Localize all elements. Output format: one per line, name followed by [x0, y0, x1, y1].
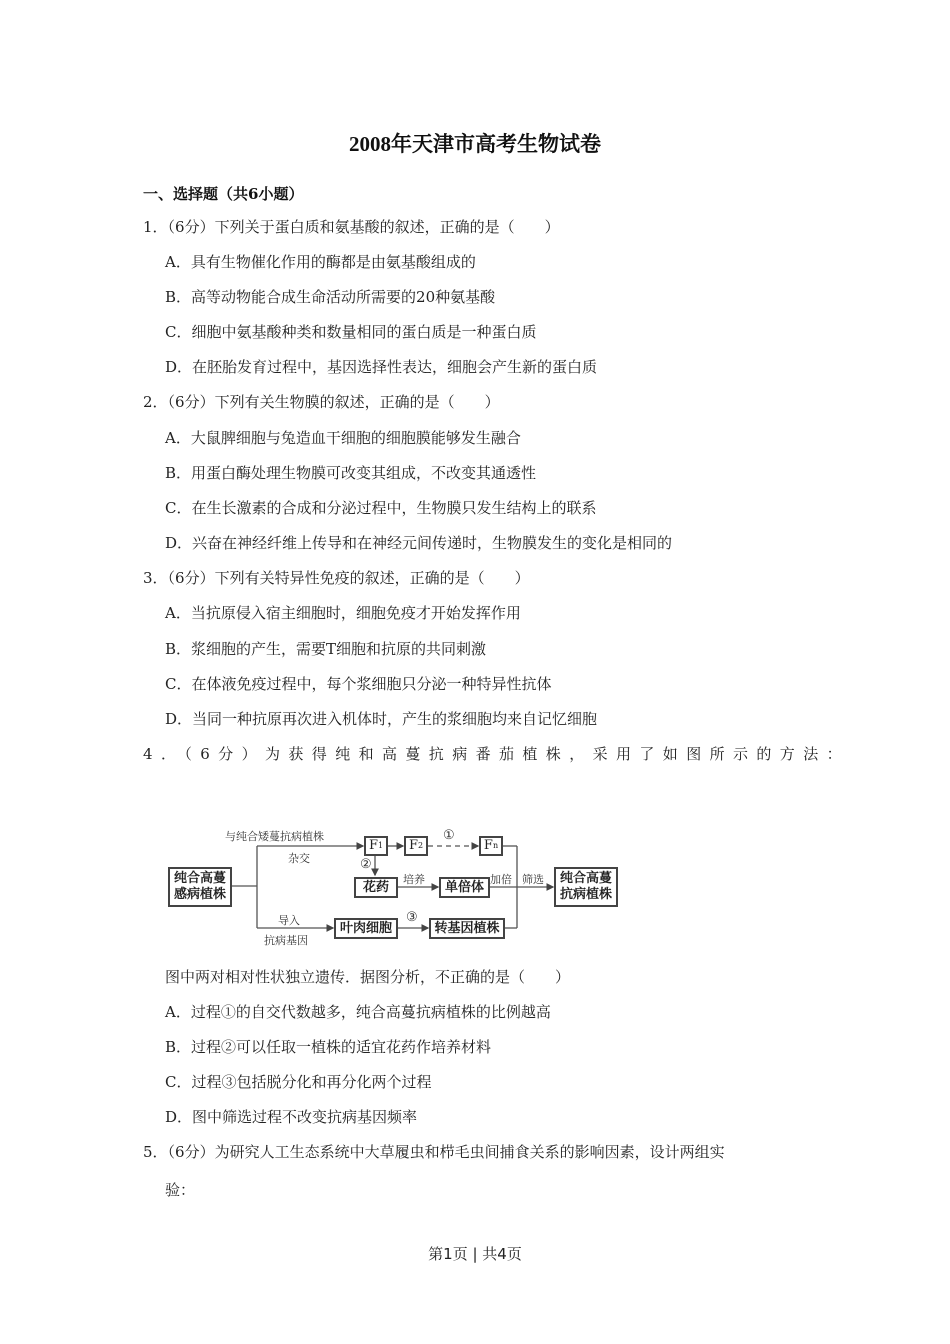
- diagram-box-anther: 花药: [354, 877, 398, 898]
- label-double: 加倍: [490, 873, 512, 886]
- question-2-option-b: B．用蛋白酶处理生物膜可改变其组成，不改变其通透性: [165, 464, 537, 482]
- diagram-box-mesophyll: 叶肉细胞: [334, 918, 398, 939]
- diagram-box-fn: F n: [479, 836, 503, 856]
- question-3-option-b: B．浆细胞的产生，需要T细胞和抗原的共同刺激: [165, 640, 487, 658]
- question-2-stem: 2．（6分）下列有关生物膜的叙述，正确的是（ ）: [143, 393, 500, 411]
- diagram-box-f2: F 2: [404, 836, 428, 856]
- question-5-stem: 5．（6分）为研究人工生态系统中大草履虫和栉毛虫间捕食关系的影响因素，设计两组实: [143, 1143, 725, 1161]
- label-step-2: ②: [360, 857, 372, 872]
- page-footer: 第1页 | 共4页: [428, 1245, 522, 1263]
- question-2-option-d: D．兴奋在神经纤维上传导和在神经元间传递时，生物膜发生的变化是相同的: [165, 534, 673, 552]
- question-3-option-d: D．当同一种抗原再次进入机体时，产生的浆细胞均来自记忆细胞: [165, 710, 598, 728]
- question-4-sub-stem: 图中两对相对性状独立遗传．据图分析，不正确的是（ ）: [165, 968, 571, 986]
- label-cross: 杂交: [288, 852, 310, 865]
- question-1-stem: 1．（6分）下列关于蛋白质和氨基酸的叙述，正确的是（ ）: [143, 218, 560, 236]
- question-1-option-d: D．在胚胎发育过程中，基因选择性表达，细胞会产生新的蛋白质: [165, 358, 598, 376]
- question-4-option-c: C．过程③包括脱分化和再分化两个过程: [165, 1073, 432, 1091]
- label-resistance-gene: 抗病基因: [264, 934, 308, 947]
- question-1-option-c: C．细胞中氨基酸种类和数量相同的蛋白质是一种蛋白质: [165, 323, 537, 341]
- question-5-stem-continued: 验：: [165, 1181, 196, 1199]
- question-1-option-b: B．高等动物能合成生命活动所需要的20种氨基酸: [165, 288, 496, 306]
- label-select: 筛选: [522, 873, 544, 886]
- question-3-option-a: A．当抗原侵入宿主细胞时，细胞免疫才开始发挥作用: [165, 604, 521, 622]
- section-heading: 一、选择题（共6小题）: [143, 185, 304, 203]
- diagram-box-transgenic: 转基因植株: [429, 918, 505, 939]
- question-1-option-a: A．具有生物催化作用的酶都是由氨基酸组成的: [165, 253, 476, 271]
- label-cross-parent: 与纯合矮蔓抗病植株: [225, 830, 324, 843]
- question-4-option-d: D．图中筛选过程不改变抗病基因频率: [165, 1108, 418, 1126]
- diagram-box-haploid: 单倍体: [439, 877, 490, 898]
- diagram-box-result: 纯合高蔓抗病植株: [554, 867, 618, 907]
- breeding-method-diagram: [160, 824, 630, 949]
- question-2-option-c: C．在生长激素的合成和分泌过程中，生物膜只发生结构上的联系: [165, 499, 597, 517]
- question-4-stem: 4．（6分）为获得纯和高蔓抗病番茄植株，采用了如图所示的方法：: [143, 745, 850, 763]
- document-title: 2008年天津市高考生物试卷: [349, 132, 601, 156]
- label-step-1: ①: [443, 828, 455, 843]
- question-3-stem: 3．（6分）下列有关特异性免疫的叙述，正确的是（ ）: [143, 569, 530, 587]
- diagram-box-start: 纯合高蔓感病植株: [168, 867, 232, 907]
- diagram-box-f1: F 1: [364, 836, 388, 856]
- label-culture: 培养: [403, 873, 425, 886]
- question-3-option-c: C．在体液免疫过程中，每个浆细胞只分泌一种特异性抗体: [165, 675, 552, 693]
- label-import: 导入: [278, 914, 300, 927]
- label-step-3: ③: [406, 910, 418, 925]
- question-4-option-a: A．过程①的自交代数越多，纯合高蔓抗病植株的比例越高: [165, 1003, 551, 1021]
- question-2-option-a: A．大鼠脾细胞与兔造血干细胞的细胞膜能够发生融合: [165, 429, 521, 447]
- question-4-option-b: B．过程②可以任取一植株的适宜花药作培养材料: [165, 1038, 492, 1056]
